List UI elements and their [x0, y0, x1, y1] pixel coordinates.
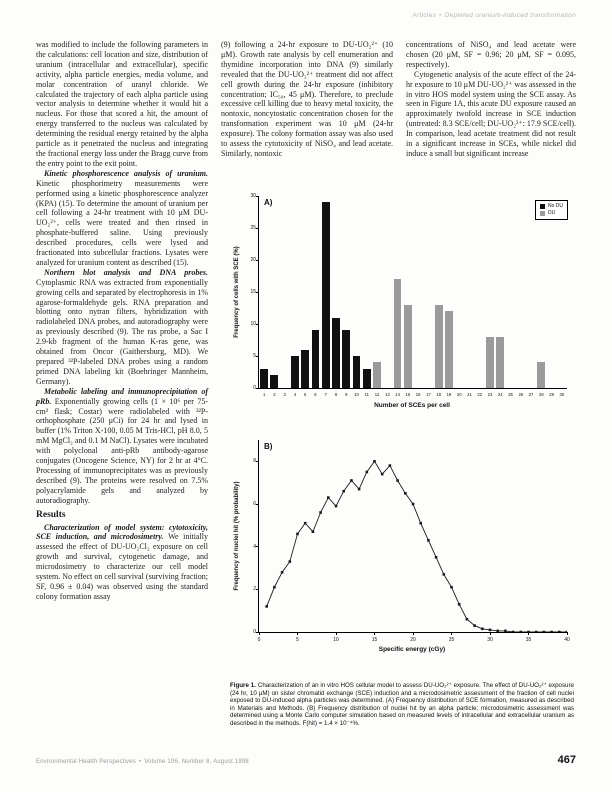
- line-chart-svg: [259, 440, 567, 632]
- bar-du: [445, 311, 453, 388]
- data-point-marker: [566, 631, 567, 632]
- x-tick-label: 5: [296, 637, 299, 643]
- x-tick-label: 24: [497, 392, 503, 397]
- specific-energy-line-chart: [226, 430, 576, 662]
- paragraph-run-in-heading: Northern blot analysis and DNA probes.: [44, 267, 208, 277]
- data-point-marker: [304, 522, 307, 525]
- x-tick: [297, 632, 298, 635]
- data-point-marker: [443, 573, 446, 576]
- panel-a-label: A): [264, 198, 273, 207]
- paragraph: Kinetic phosphorescence analysis of uranium. Kinetic phosphorimetry measurements were performed using a kinetic phosphorescence analyzer (KPA) (15). To determine the amount of uranium per cell following a 24-hr treatment with 10 μM DU-UO₂²⁺, cells were treated and then rinsed in phosphate-buffered saline. Using previously described procedures, cells were lysed and fractionated into subcellular fractions. Lysates were analyzed for uranium content as described (15).: [36, 168, 208, 267]
- running-header-section: Articles: [412, 12, 437, 19]
- data-point-marker: [296, 533, 299, 536]
- data-point-marker: [412, 503, 415, 506]
- footer-separator: •: [138, 759, 142, 765]
- data-point-marker: [512, 631, 515, 632]
- text-column-middle: [221, 40, 393, 159]
- data-point-marker: [558, 631, 561, 632]
- x-tick-label: 15: [405, 392, 411, 397]
- chart-b-y-axis-label: Frequency of nuclei hit (% probability): [234, 481, 240, 591]
- x-tick-label: 40: [564, 637, 570, 643]
- bar-no-du: [342, 330, 350, 388]
- x-tick-label: 30: [487, 637, 493, 643]
- bar-no-du: [291, 356, 299, 388]
- y-tick-label: 0: [253, 629, 256, 635]
- x-tick-label: 27: [528, 392, 534, 397]
- bar-no-du: [312, 330, 320, 388]
- data-point-marker: [466, 618, 469, 621]
- chart-a-plot-area: [250, 193, 567, 397]
- text-column-right: [406, 40, 576, 159]
- data-point-marker: [535, 631, 538, 632]
- data-point-marker: [419, 522, 422, 525]
- bar-no-du: [353, 356, 361, 388]
- x-tick: [528, 632, 529, 635]
- x-tick-label: 10: [354, 392, 359, 397]
- journal-footer-line: [36, 759, 249, 765]
- data-point-marker: [358, 488, 361, 491]
- data-point-marker: [458, 603, 461, 606]
- y-tick: [256, 228, 259, 229]
- chart-a-legend: [535, 200, 568, 220]
- x-tick-label: 25: [508, 392, 513, 397]
- paragraph: Characterization of model system: cytotoxicity, SCE induction, and microdosimetry. We initially assessed the effect of DU-UO₂Cl₂ exposure on cell growth and survival, cytogenetic damage, and microdosimetry to characterize our cell model system. No effect on cell survival (surviving fraction; SF, 0.96 ± 0.04) was observed using the standard colony formation assay: [36, 522, 208, 601]
- data-point-marker: [435, 556, 438, 559]
- paragraph: (9) following a 24-hr exposure to DU-UO₂²⁺ (10 μM). Growth rate analysis by cell enumeration and thymidine incorporation into DNA (9) similarly revealed that the DU-UO₂²⁺ treatment did not affect cell growth during the 24-hr exposure (inhibitory concentration; IC₅₀, 45 μM). Therefore, to preclude excessive cell killing due to heavy metal toxicity, the nontoxic, noncytostatic concentration chosen for the transformation experiment was 10 μM (24-hr exposure). The colony formation assay was also used to assess the cytotoxicity of NiSO₄ and lead acetate. Similarly, nontoxic: [221, 40, 393, 158]
- x-tick-label: 20: [456, 392, 462, 397]
- bar-du: [373, 362, 381, 388]
- y-tick: [256, 196, 259, 197]
- x-tick: [336, 632, 337, 635]
- y-tick: [256, 356, 259, 357]
- page-footer: [36, 754, 576, 766]
- chart-b-plot-area: [253, 440, 570, 643]
- legend-entry: [540, 203, 563, 210]
- y-tick-label: 30: [250, 193, 256, 199]
- bar-du: [435, 305, 443, 388]
- legend-entry: [540, 210, 563, 217]
- x-tick-label: 29: [549, 392, 554, 397]
- running-header-separator: •: [439, 12, 442, 19]
- bar-du: [496, 337, 504, 388]
- x-tick-label: 3: [283, 392, 286, 397]
- y-tick-label: 20: [250, 257, 256, 263]
- bar-no-du: [270, 375, 278, 388]
- data-point-marker: [342, 490, 345, 493]
- x-tick: [451, 632, 452, 635]
- paragraph: concentrations of NiSO₄ and lead acetate were chosen (20 μM, SF = 0.96; 20 μM, SF = 0.095, respectively).: [406, 40, 576, 69]
- sce-frequency-bar-chart: [226, 186, 576, 418]
- x-tick-label: 23: [487, 392, 493, 397]
- issue-info: Volume 106, Number 8, August 1998: [144, 759, 249, 765]
- x-tick-label: 0: [257, 637, 261, 643]
- data-point-marker: [527, 631, 530, 632]
- y-tick: [256, 324, 259, 325]
- y-tick: [256, 260, 259, 261]
- data-point-marker: [496, 630, 499, 632]
- chart-a-x-axis-label: Number of SCEs per cell: [374, 402, 450, 409]
- x-tick-label: 30: [559, 392, 565, 397]
- paragraph-run-in-heading: Characterization of model system: cytotoxicity, SCE induction, and microdosimetry.: [36, 522, 208, 542]
- x-tick: [413, 632, 414, 635]
- data-point-marker: [427, 539, 430, 542]
- data-point-marker: [265, 605, 268, 608]
- data-point-marker: [273, 586, 276, 589]
- data-point-marker: [335, 505, 338, 508]
- data-point-marker: [381, 473, 384, 476]
- data-point-marker: [396, 479, 399, 482]
- paragraph-run-in-heading: Metabolic labeling and immunoprecipitation of pRb.: [36, 386, 208, 406]
- bar-du: [537, 362, 545, 388]
- data-point-marker: [319, 511, 322, 514]
- paragraph: Cytogenetic analysis of the acute effect of the 24-hr exposure to 10 μM DU-UO₂²⁺ was assessed in the in vitro HOS model system using the SCE assay. As seen in Figure 1A, this acute DU exposure caused an approximately twofold increase in SCE induction (untreated: 8.3 SCE/cell; DU-UO₂²⁺: 17.9 SCE/cell). In comparison, lead acetate treatment did not result in a significant increase in SCEs, while nickel did induce a small but significant increase: [406, 69, 576, 158]
- x-tick: [567, 632, 568, 635]
- y-tick-label: 8: [253, 458, 256, 465]
- x-tick-label: 7: [324, 392, 327, 397]
- bar-no-du: [322, 202, 330, 388]
- bar-no-du: [332, 318, 340, 388]
- figure-caption-label: Figure 1.: [230, 682, 256, 689]
- y-tick-label: 0: [253, 385, 256, 391]
- data-point-marker: [450, 586, 453, 589]
- paragraph: was modified to include the following parameters in the calculations: cell location and size, distribution of uranium (intracellular and extracellular), specific activity, alpha particle energies, media volume, and molar concentration of uranyl chloride. We calculated the trajectory of each alpha particle using vector analysis to determine whether it would hit a nucleus. For those that scored a hit, the amount of energy transferred to the nucleus was calculated by determining the residual energy retained by the alpha particle as it penetrated the nucleus and integrating the fractional energy loss under the Bragg curve from the entry point to the exit point.: [36, 40, 208, 168]
- x-tick-label: 13: [384, 392, 390, 397]
- text-column-left: [36, 40, 208, 602]
- x-tick-label: 17: [426, 392, 431, 397]
- x-tick: [259, 632, 260, 635]
- x-tick-label: 16: [415, 392, 421, 397]
- data-point-marker: [481, 628, 484, 631]
- legend-label: DU: [547, 210, 556, 216]
- x-tick-label: 8: [334, 392, 338, 397]
- x-tick-label: 14: [395, 392, 400, 397]
- x-tick-label: 6: [314, 392, 317, 397]
- legend-swatch: [540, 211, 545, 216]
- data-point-marker: [350, 479, 353, 482]
- data-point-marker: [327, 496, 330, 499]
- figure-1: [226, 186, 576, 746]
- x-tick-label: 11: [364, 392, 369, 397]
- data-point-marker: [404, 492, 407, 495]
- data-point-marker: [389, 464, 392, 467]
- page-number: 467: [557, 754, 576, 766]
- probability-curve: [267, 461, 567, 632]
- data-point-marker: [473, 624, 476, 627]
- data-point-marker: [281, 571, 284, 574]
- paragraph: Metabolic labeling and immunoprecipitation of pRb. Exponentially growing cells (1 × 10⁶ per 75-cm² flask; Costar) were radiolabeled with ³²P-orthophosphate (250 μCi) for 24 hr and lysed in buffer (1% Triton X-100, 0.05 M Tris-HCl, pH 8.0, 5 mM MgCl₂ and 0.1 M NaCl). Lysates were incubated with polyclonal anti-pRb antibody-agarose conjugates (Oncogene Science, NY) for 2 hr at 4°C. Processing of immunoprecipitates was as previously described (9). The proteins were resolved on 7.5% polyacrylamide gels and analyzed by autoradiography.: [36, 386, 209, 505]
- figure-caption: [230, 682, 574, 728]
- y-tick-label: 6: [253, 501, 256, 507]
- x-tick-label: 10: [333, 637, 339, 643]
- x-tick-label: 2: [273, 392, 276, 397]
- legend-swatch: [540, 204, 545, 209]
- bar-no-du: [260, 369, 268, 388]
- bar-no-du: [301, 350, 309, 388]
- x-tick-label: 28: [538, 392, 544, 397]
- chart-a-y-axis-label: Frequency of cells with SCE (%): [234, 246, 240, 338]
- y-tick-label: 2: [253, 586, 256, 593]
- legend-label: No DU: [547, 203, 563, 209]
- x-tick-label: 20: [410, 637, 416, 643]
- data-point-marker: [550, 631, 553, 632]
- running-header: [412, 12, 576, 19]
- y-tick-label: 4: [253, 543, 256, 550]
- journal-name: Environmental Health Perspectives: [36, 759, 136, 765]
- y-tick: [256, 388, 259, 389]
- x-tick-label: 19: [446, 392, 452, 397]
- x-tick: [374, 632, 375, 635]
- running-header-title: Depleted uranium-induced transformation: [444, 12, 576, 19]
- data-point-marker: [504, 630, 507, 632]
- y-tick: [256, 292, 259, 293]
- section-heading: Results: [36, 509, 66, 520]
- chart-b-x-axis-label: Specific energy (cGy): [378, 646, 446, 653]
- y-tick-label: 10: [250, 321, 256, 327]
- x-tick-label: 4: [293, 392, 297, 397]
- x-tick: [490, 632, 491, 635]
- x-tick-label: 12: [374, 392, 380, 397]
- data-point-marker: [489, 629, 492, 632]
- y-tick-label: 5: [253, 353, 256, 359]
- paragraph-run-in-heading: Kinetic phosphorescence analysis of uranium.: [44, 168, 208, 178]
- data-point-marker: [366, 471, 369, 474]
- panel-b-label: B): [264, 442, 273, 451]
- paragraph: Northern blot analysis and DNA probes. Cytoplasmic RNA was extracted from exponentially growing cells and separated by electrophoresis in 1% agarose-formaldehyde gels. RNA preparation and blotting onto nytran filters, hybridization with radiolabeled DNA probes, and autoradiography were as previously described (9). The ras probe, a Sac I 2.9-kb fragment of the human K-ras gene, was obtained from Oncor (Gaithersburg, MD). We prepared ³²P-labeled DNA probes using a random primed DNA labeling kit (Boehringer Mannheim, Germany).: [36, 267, 208, 386]
- y-tick-label: 25: [250, 225, 256, 231]
- x-tick-label: 1: [262, 392, 266, 397]
- data-point-marker: [373, 460, 376, 463]
- x-tick-label: 9: [345, 392, 348, 397]
- x-tick-label: 5: [304, 392, 307, 397]
- bar-no-du: [363, 369, 371, 388]
- bar-du: [404, 305, 412, 388]
- figure-caption-text: Characterization of an in vitro HOS cellular model to assess DU-UO₂²⁺ exposure. The effect of DU-UO₂²⁺ exposure (24 hr, 10 μM) on sister chromatid exchange (SCE) induction and a microdosimetric assessment of the fraction of cell nuclei exposed to DU-induced alpha particles was determined. (A) Frequency distribution of SCE formation, measured as described in Materials and Methods. (B) Frequency distribution of nuclei hit by an alpha particle; microdosimetric assessment was determined using a Monte Carlo computer simulation based on measured levels of intracellular and extracellular uranium as described in the methods. F(hit) = 1.4 × 10⁻⁴%.: [230, 682, 574, 727]
- x-tick-label: 26: [518, 392, 524, 397]
- x-tick-label: 15: [371, 637, 378, 643]
- x-tick-label: 25: [448, 637, 455, 643]
- x-tick-label: 18: [436, 392, 441, 397]
- data-point-marker: [543, 631, 546, 632]
- data-point-marker: [312, 530, 315, 533]
- bar-du: [486, 337, 494, 388]
- x-tick-label: 21: [467, 392, 472, 397]
- x-tick-label: 22: [477, 392, 483, 397]
- data-point-marker: [520, 631, 523, 632]
- bar-du: [394, 279, 402, 388]
- data-point-marker: [289, 560, 292, 563]
- y-tick-label: 15: [250, 289, 256, 295]
- x-tick-label: 35: [525, 637, 532, 643]
